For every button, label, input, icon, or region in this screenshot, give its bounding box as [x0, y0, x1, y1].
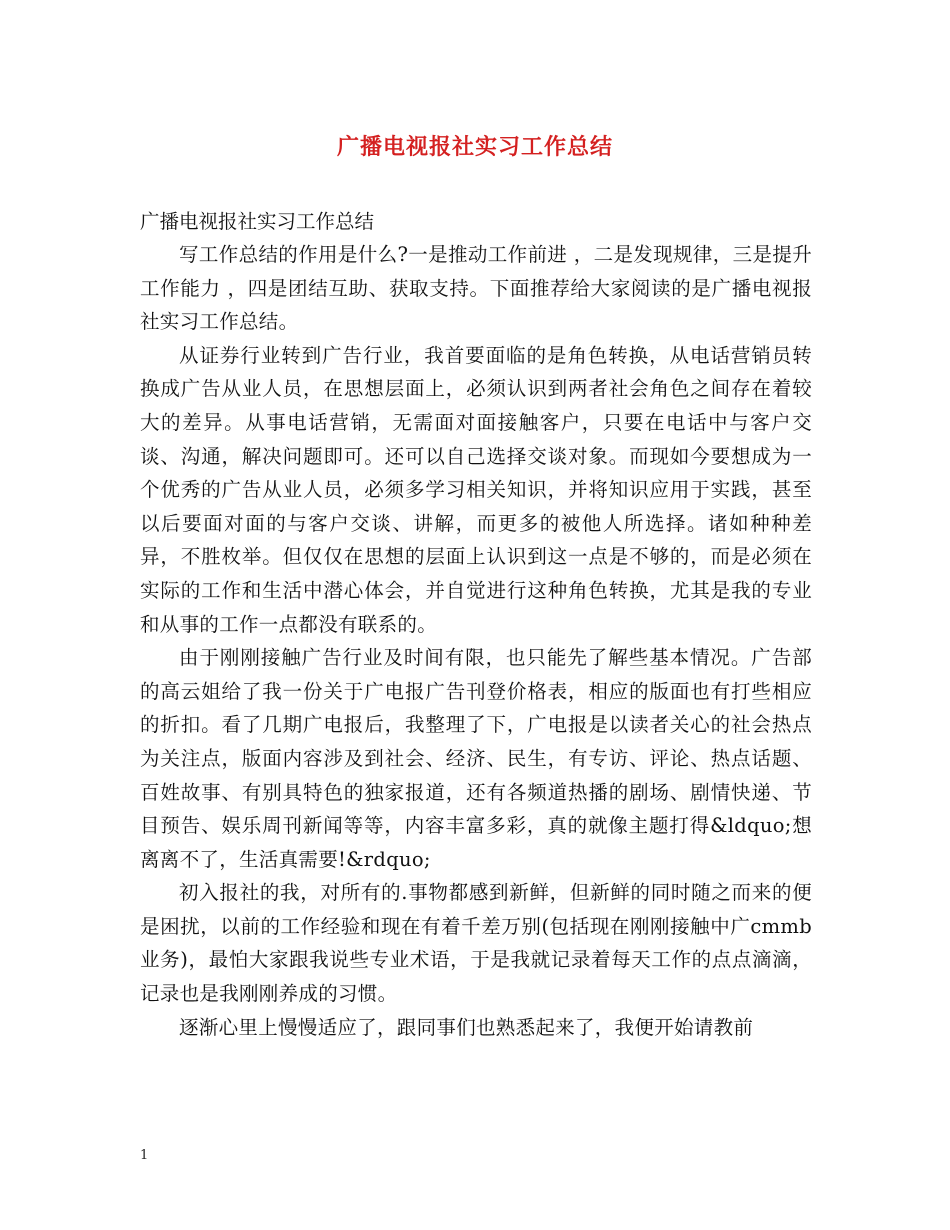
document-title: 广播电视报社实习工作总结: [336, 134, 613, 160]
paragraph-4: 初入报社的我，对所有的.事物都感到新鲜，但新鲜的同时随之而来的便是困扰，以前的工作经验和现在有着千差万别(包括现在刚刚接触中广cmmb业务)，最怕大家跟我说些专业术语，于是我就记录着每天工作的点点滴滴，记录也是我刚刚养成的习惯。: [140, 881, 812, 1006]
paragraph-1: 写工作总结的作用是什么?一是推动工作前进 ，二是发现规律，三是提升工作能力 ，四是团结互助、获取支持。下面推荐给大家阅读的是广播电视报社实习工作总结。: [140, 243, 812, 334]
page-number: 1: [140, 1148, 149, 1163]
document-subtitle: 广播电视报社实习工作总结: [140, 210, 375, 233]
document-body: [140, 205, 812, 1044]
paragraph-5: 逐渐心里上慢慢适应了，跟同事们也熟悉起来了，我便开始请教前: [179, 1015, 754, 1039]
paragraph-2: 从证券行业转到广告行业，我首要面临的是角色转换，从电话营销员转换成广告从业人员，在思想层面上，必须认识到两者社会角色之间存在着较大的差异。从事电话营销，无需面对面接触客户，只要在电话中与客户交谈、沟通，解决问题即可。还可以自己选择交谈对象。而现如今要想成为一个优秀的广告从业人员，必须多学习相关知识，并将知识应用于实践，甚至以后要面对面的与客户交谈、讲解，而更多的被他人所选择。诸如种种差异，不胜枚举。但仅仅在思想的层面上认识到这一点是不够的，而是必须在实际的工作和生活中潜心体会，并自觉进行这种角色转换，尤其是我的专业和从事的工作一点都没有联系的。: [140, 343, 812, 636]
paragraph-3: 由于刚刚接触广告行业及时间有限，也只能先了解些基本情况。广告部的高云姐给了我一份关于广电报广告刊登价格表，相应的版面也有打些相应的折扣。看了几期广电报后，我整理了下，广电报是以读者关心的社会热点为关注点，版面内容涉及到社会、经济、民生，有专访、评论、热点话题、百姓故事、有别具特色的独家报道，还有各频道热播的剧场、剧情快递、节目预告、娱乐周刊新闻等等，内容丰富多彩，真的就像主题打得&ldquo;想离离不了，生活真需要!&rdquo;: [140, 646, 812, 871]
